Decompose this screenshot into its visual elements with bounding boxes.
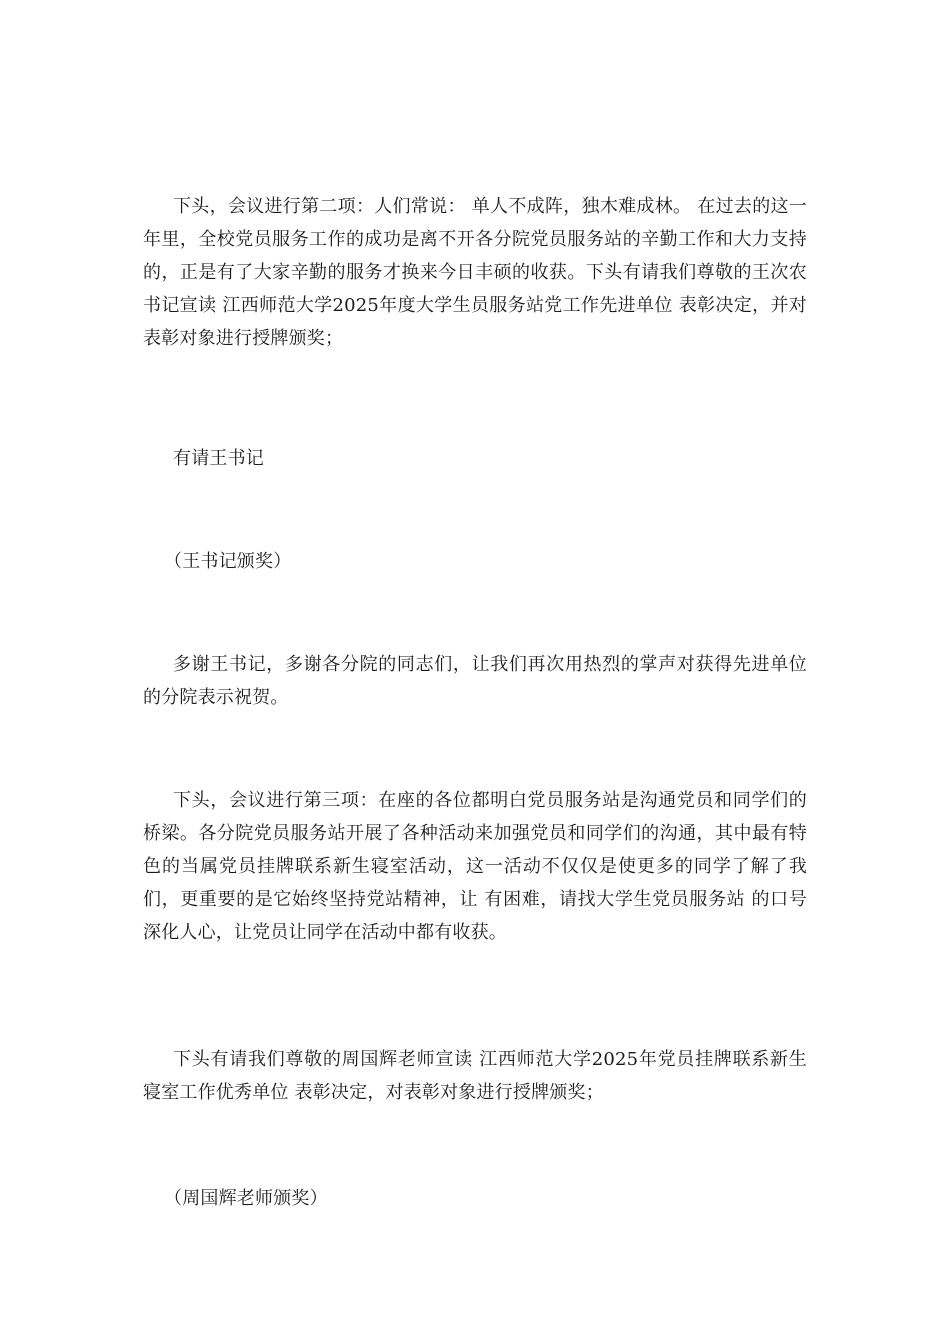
paragraph-invite-wang: 有请王书记 bbox=[173, 448, 264, 469]
paragraph-wang-award: （王书记颁奖） bbox=[164, 551, 292, 572]
paragraph-item-3: 下头，会议进行第三项：在座的各位都明白党员服务站是沟通党员和同学们的桥梁。各分院党员服务站开展了各种活动来加强党员和同学们的沟通，其中最有特色的当属党员挂牌联系新生寝室活动，这一活动不仅仅是使更多的同学了解了我们，更重要的是它始终坚持党站精神，让 有困难，请找大学生党员服务站 的口号深化人心，让党员让同学在活动中都有收获。 bbox=[143, 790, 807, 943]
paragraph-item-2: 下头，会议进行第二项：人们常说： 单人不成阵，独木难成林。 在过去的这一年里，全校党员服务工作的成功是离不开各分院党员服务站的辛勤工作和大力支持的，正是有了大家辛勤的服务才换来今日丰硕的收获。下头有请我们尊敬的王次农书记宣读 江西师范大学2025年度大学生员服务站党工作先进单位 表彰决定，并对表彰对象进行授牌颁奖； bbox=[143, 196, 807, 349]
paragraph-zhou-award: （周国辉老师颁奖） bbox=[164, 1188, 328, 1209]
paragraph-thanks: 多谢王书记，多谢各分院的同志们，让我们再次用热烈的掌声对获得先进单位的分院表示祝贺。 bbox=[143, 654, 807, 708]
paragraph-invite-zhou: 下头有请我们尊敬的周国辉老师宣读 江西师范大学2025年党员挂牌联系新生寝室工作优秀单位 表彰决定，对表彰对象进行授牌颁奖； bbox=[143, 1049, 807, 1103]
